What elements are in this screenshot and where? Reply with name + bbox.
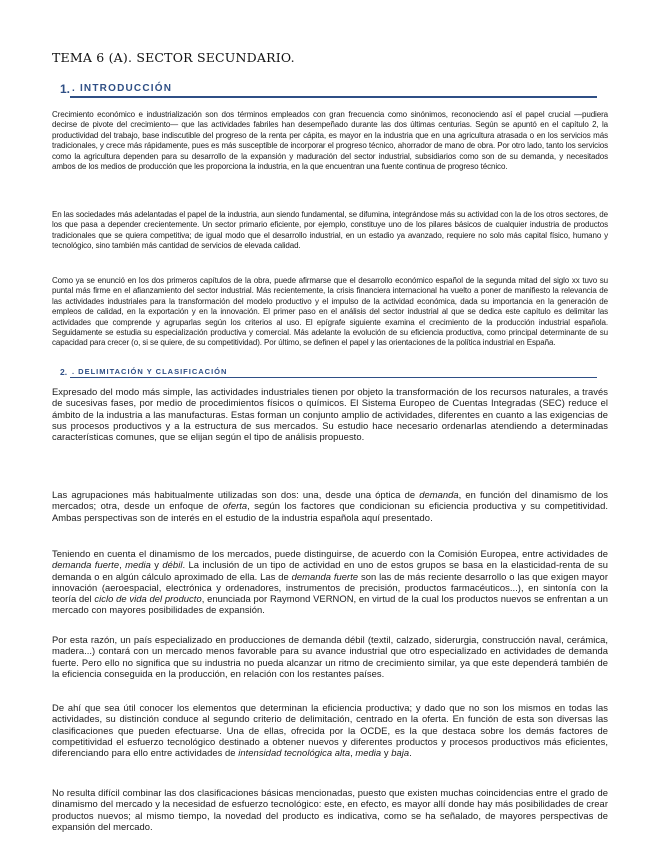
section-2-underline <box>70 377 597 379</box>
section-1-title: . INTRODUCCIÓN <box>72 83 173 94</box>
paragraph: Expresado del modo más simple, las actividades industriales tienen por objeto la transformación de los recursos naturales, a través de sucesivas fases, por medio de procedimientos físicos o químicos. El Sistema Europeo de Cuentas Integradas (SEC) reduce el ámbito de la industria a las manufacturas. Estas forman un conjunto amplio de actividades, diferentes en cuanto a las exigencias de sus procesos productivos y a la estructura de sus mercados. Su estudio hace necesario ordenarlas atendiendo a determinadas características comunes, que se elijan según el tipo de análisis propuesto. <box>52 386 608 443</box>
paragraph <box>52 489 608 523</box>
emphasis: media <box>355 747 382 759</box>
emphasis: demanda <box>419 489 459 500</box>
paragraph <box>52 548 608 616</box>
emphasis: intensidad tecnológica alta <box>238 747 351 759</box>
text-run: y <box>381 747 392 759</box>
text-run: , <box>119 559 126 571</box>
section-2-number: 2. <box>60 367 68 377</box>
section-1-number: 1. <box>60 82 71 96</box>
text-run: . La inclusión de un tipo de actividad en uno de estos grupos se basa en la elasticidad-renta de su demanda o en algún cálculo aproximado de ella. Las de <box>52 559 609 582</box>
emphasis: demanda fuerte <box>52 559 120 571</box>
section-1-underline <box>70 96 597 98</box>
text-run: y <box>150 559 163 571</box>
paragraph: En las sociedades más adelantadas el papel de la industria, aun siendo fundamental, se difumina, integrándose más su actividad con la de los otros sectores, de los que pasa a depender crecientemente. Un sector primario eficiente, por ejemplo, constituye uno de los pilares básicos de cualquier industria de productos tradicionales que se quiera competitiva; de igual modo que el desarrollo industrial, en un estadio ya avanzado, requiere no solo más capital físico, humano y tecnológico, sino también más cantidad de servicios de elevada calidad. <box>52 210 608 251</box>
text-run: De ahí que sea útil conocer los elementos que determinan la eficiencia productiva; y dado que no son los mismos en todas las actividades, su distinción conduce al segundo criterio de delimitación, centrado en la oferta. En función de esta son diversas las clasificaciones que pueden efectuarse. Una de ellas, ofrecida por la OCDE, es la que destaca sobre los demás factores de competitividad el esfuerzo tecnológico destinado a obtener nuevos y diferentes productos y procesos productivos más eficientes, diferenciando para ello entre actividades de <box>52 702 608 759</box>
text-run: Teniendo en cuenta el dinamismo de los mercados, puede distinguirse, de acuerdo con la Comisión Europea, entre actividades de <box>52 548 608 559</box>
section-2-title: . DELIMITACIÓN Y CLASIFICACIÓN <box>72 367 228 376</box>
text-run: . <box>409 747 412 759</box>
emphasis: ciclo de vida del producto <box>94 593 202 605</box>
emphasis: baja <box>391 747 410 759</box>
text-run: , en función del dinamismo de los mercados; otra, desde un enfoque de <box>52 489 608 512</box>
paragraph: Crecimiento económico e industrialización son dos términos empleados con gran frecuencia como sinónimos, reconociendo así el papel crucial —pudiera decirse de pivote del crecimiento— que las actividades fabriles han desempeñado durante las dos últimas centurias. Según se apuntó en el capítulo 2, la productividad del trabajo, base indiscutible del progreso de la renta per cápita, es mayor en la industria que en una agricultura atrasada o en los servicios más tradicionales, y crece más rápidamente, pues es más susceptible de incorporar el progreso técnico, ahorrador de mano de obra. Por otro lado, tanto los servicios como la agricultura dependen para su desarrollo de la expansión y maduración del sector industrial, subsidiarios como son de su demanda, y necesitados ambos de los medios de producción que les proporciona la industria, en la que encuentran una fuente continua de progreso técnico. <box>52 110 608 172</box>
emphasis: media <box>125 559 151 571</box>
emphasis: débil <box>162 559 183 571</box>
text-run: , <box>350 747 356 759</box>
section-2-heading <box>52 366 597 378</box>
text-run: , según los factores que condicionan su eficiencia productiva y su competitividad. Ambas perspectivas son de interés en el estudio de la industria española aquí presentado. <box>52 500 608 523</box>
paragraph: No resulta difícil combinar las dos clasificaciones básicas mencionadas, puesto que existen muchas coincidencias entre el grado de dinamismo del mercado y la necesidad de esfuerzo tecnológico: este, en efecto, es mayor allí donde hay más posibilidades de crear productos nuevos; al mismo tiempo, la novedad del producto es indicativa, como se ha señalado, de mayores perspectivas de expansión del mercado. <box>52 787 608 832</box>
paragraph: Como ya se enunció en los dos primeros capítulos de la obra, puede afirmarse que el desarrollo económico español de la segunda mitad del siglo xx tuvo su puntal más firme en el afianzamiento del sector industrial. Más recientemente, la crisis financiera internacional ha vuelto a poner de manifiesto la relevancia de las actividades industriales para la transformación del modelo productivo y el impulso de la actividad económica, dada su importancia en la generación de empleos de calidad, en la exportación y en la innovación. El primer paso en el análisis del sector industrial al que se dedica este capítulo es delimitar las actividades que comprende y agruparlas según los criterios al uso. El epígrafe siguiente examina el crecimiento de la producción industrial española. Seguidamente se estudia su especialización productiva y comercial. Más adelante la evolución de su eficiencia productiva, como principal determinante de su capacidad para crecer (o, si se quiere, de su competitividad). Por último, se definen el papel y las orientaciones de la política industrial en España. <box>52 276 608 348</box>
paragraph: Por esta razón, un país especializado en producciones de demanda débil (textil, calzado, siderurgia, construcción naval, cerámica, madera...) contará con un mercado menos favorable para su avance industrial que otro especializado en actividades de demanda fuerte. Pero ello no significa que su industria no pueda alcanzar un ritmo de crecimiento similar, ya que este dependerá también de la eficiencia conseguida en la producción, en relación con los restantes países. <box>52 634 608 679</box>
text-run: , enunciada por Raymond VERNON, en virtud de la cual los productos nuevos se enfrentan a un mercado con mayores posibilidades de expansión. <box>52 593 608 616</box>
paragraph <box>52 702 608 758</box>
text-run: son las de más reciente desarrollo o las que exigen mayor innovación (aeroespacial, electrónica y ordenadores, instrumentos de precisión, productos farmacéuticos...), en sintonía con la teoría del <box>52 570 608 605</box>
section-1-heading <box>52 82 597 98</box>
emphasis: oferta <box>222 500 248 512</box>
document-title: TEMA 6 (A). SECTOR SECUNDARIO. <box>52 50 295 65</box>
text-run: Las agrupaciones más habitualmente utilizadas son dos: una, desde una óptica de <box>52 489 420 500</box>
emphasis: demanda fuerte <box>291 570 359 582</box>
